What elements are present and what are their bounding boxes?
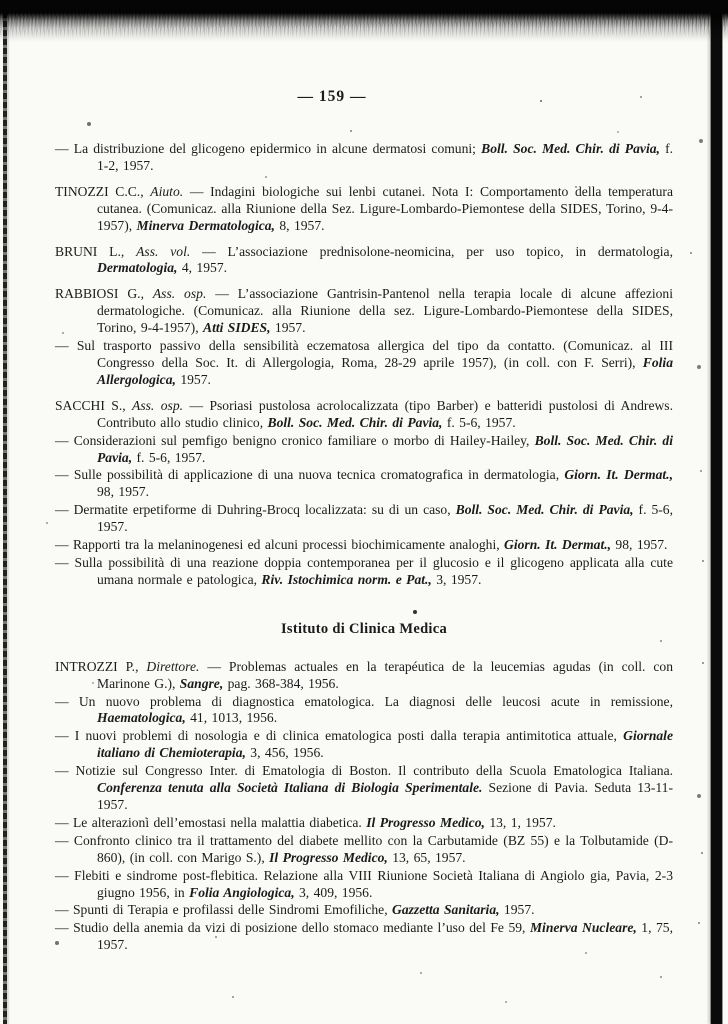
- journal-title: Boll. Soc. Med. Chir. di Pavia,: [455, 502, 634, 518]
- entry-text: — Un nuovo problema di diagnostica ematologica. La diagnosi delle leucosi acute in remissione,: [55, 693, 673, 709]
- journal-title: Atti SIDES,: [203, 320, 271, 336]
- bibliography-entry: [55, 555, 673, 589]
- entry-text: — Sul trasporto passivo della sensibilità eczematosa allergica del tipo da contatto. (Comunicaz. al III Congresso della Soc. It. di Allergologia, Roma, 28-29 aprile 1957), (in coll. con F. Serri),: [55, 338, 673, 370]
- journal-title: Minerva Dermatologica,: [136, 217, 275, 233]
- entry-text: — L’associazione Gantrisin-Pantenol nella terapia locale di alcune affezioni dermatologiche. (Comunicaz. alla Riunione della sez. Ligure-Lombardo-Piemontese della SIDES, Torino, 9-4-1957),: [97, 286, 674, 336]
- journal-title: Dermatologia,: [97, 260, 178, 276]
- bibliography-entry: [55, 433, 673, 467]
- journal-title: Folia Allergologica,: [97, 354, 673, 387]
- section-heading: Istituto di Clinica Medica: [280, 620, 448, 637]
- bibliography-entry: [55, 694, 673, 728]
- bibliography-entry: [55, 537, 673, 554]
- bibliography-entry: [55, 868, 673, 902]
- entry-text: pag. 368-384, 1956.: [223, 675, 339, 691]
- bibliography-entry: [55, 244, 673, 278]
- entry-text: — La distribuzione del glicogeno epidermico in alcune dermatosi comuni;: [55, 141, 482, 156]
- entry-text: f. 5-6, 1957.: [132, 449, 206, 465]
- role-title: Ass. vol.: [136, 243, 191, 259]
- entry-text: — Sulla possibilità di una reazione doppia contemporanea per il glucosio e il glicogeno applicata alla cute umana normale e patologica,: [55, 554, 673, 587]
- entry-text: — Flebiti e sindrome post-flebitica. Relazione alla VIII Riunione Società Italiana di Angiolo gia, Pavia, 2-3 giugno 1956, in: [55, 867, 673, 900]
- entry-text: — Spunti di Terapia e profilassi delle Sindromi Emofiliche,: [55, 902, 393, 918]
- entry-text: 98, 1957.: [97, 484, 149, 500]
- entry-text: — Sulle possibilità di applicazione di una nuova tecnica cromatografica in dermatologia,: [55, 467, 565, 483]
- bibliography-entry: [55, 763, 673, 814]
- entry-text: — Notizie sul Congresso Inter. di Ematologia di Boston. Il contributo della Scuola Ematologica Italiana.: [55, 763, 673, 779]
- bibliography-entry: [55, 920, 673, 954]
- entry-text: TINOZZI C.C.,: [55, 183, 151, 199]
- entry-text: f. 1-2, 1957.: [97, 141, 674, 173]
- entry-text: 1957.: [499, 902, 535, 918]
- bibliography-entry: [55, 659, 673, 693]
- entry-text: 8, 1957.: [274, 217, 325, 233]
- entry-text: 3, 1957.: [431, 571, 482, 587]
- journal-title: Il Progresso Medico,: [269, 849, 388, 865]
- entry-text: — L’associazione prednisolone-neomicina, per uso topico, in dermatologia,: [190, 243, 673, 259]
- bibliography-entry: [55, 833, 673, 867]
- entry-text: INTROZZI P.,: [55, 658, 147, 674]
- page-number: — 159 —: [297, 88, 367, 105]
- entry-text: 1, 75, 1957.: [97, 920, 674, 953]
- entry-text: 4, 1957.: [177, 260, 228, 276]
- scan-edge-right: [711, 0, 722, 1024]
- entry-text: 41, 1013, 1956.: [185, 710, 278, 726]
- journal-title: Boll. Soc. Med. Chir. di Pavia,: [267, 414, 443, 430]
- entry-text: — I nuovi problemi di nosologia e di clinica ematologica posti dalla terapia antimitotica attuale,: [55, 728, 624, 744]
- journal-title: Boll. Soc. Med. Chir. di Pavia,: [97, 432, 673, 465]
- entry-text: — Dermatite erpetiforme di Duhring-Brocq localizzata: su di un caso,: [55, 502, 456, 518]
- journal-title: Conferenza tenuta alla Società Italiana di Biologia Sperimentale.: [97, 780, 483, 796]
- entry-text: SACCHI S.,: [55, 397, 133, 413]
- entry-text: — Rapporti tra la melaninogenesi ed alcuni processi biochimicamente analoghi,: [55, 537, 505, 553]
- entry-text: — Problemas actuales en la terapéutica de la leucemias agudas (in coll. con Marinone G.),: [97, 658, 673, 691]
- bibliography-entry: [55, 338, 673, 389]
- scan-edge-top: [0, 0, 728, 42]
- role-title: Ass. osp.: [132, 397, 184, 413]
- role-title: Ass. osp.: [152, 286, 207, 302]
- entry-text: 1957.: [175, 371, 211, 387]
- bibliography-section: [55, 141, 673, 589]
- journal-title: Riv. Istochimica norm. e Pat.,: [261, 571, 432, 587]
- entry-text: 13, 1, 1957.: [484, 814, 556, 830]
- journal-title: Sangre,: [179, 675, 224, 691]
- entry-text: 3, 409, 1956.: [294, 884, 373, 900]
- bibliography-entry: [55, 286, 673, 337]
- bibliography-entry: [55, 728, 673, 762]
- journal-title: Gazzetta Sanitaria,: [392, 902, 500, 918]
- bibliography-section: [55, 621, 673, 954]
- journal-title: Giorn. It. Dermat.,: [564, 467, 673, 483]
- entry-text: 13, 65, 1957.: [387, 849, 466, 865]
- entry-text: f. 5-6, 1957.: [442, 414, 516, 430]
- bibliography-entry: [55, 902, 673, 919]
- entry-text: Sezione di Pavia. Seduta 13-11-1957.: [97, 780, 673, 812]
- entry-text: — Le alterazioni dell’emostasi nella malattia diabetica.: [55, 814, 367, 830]
- journal-title: Giorn. It. Dermat.,: [504, 537, 612, 553]
- entry-text: — Psoriasi pustolosa acrolocalizzata (tipo Barber) e batteridi pustolosi di Andrews. Contributo allo studio clinico,: [97, 397, 673, 430]
- entry-text: f. 5-6, 1957.: [97, 502, 673, 535]
- role-title: Aiuto.: [150, 183, 184, 199]
- bibliography-entry: [55, 815, 673, 832]
- scan-edge-left: [3, 12, 7, 1024]
- bibliography: [55, 141, 673, 954]
- entry-text: BRUNI L.,: [55, 243, 137, 259]
- bibliography-entry: [55, 184, 673, 235]
- journal-title: Folia Angiologica,: [189, 884, 295, 900]
- journal-title: Il Progresso Medico,: [366, 814, 485, 830]
- journal-title: Haematologica,: [97, 710, 186, 726]
- entry-text: — Confronto clinico tra il trattamento del diabete mellito con la Carbutamide (BZ 55) e la Tolbutamide (D-860), (in coll. con Marigo S.),: [55, 832, 673, 865]
- journal-title: Giornale italiano di Chemioterapia,: [97, 728, 673, 761]
- entry-text: 3, 456, 1956.: [245, 745, 324, 761]
- journal-title: Boll. Soc. Med. Chir. di Pavia,: [481, 141, 660, 156]
- entry-text: — Considerazioni sul pemfigo benigno cronico familiare o morbo di Hailey-Hailey,: [55, 432, 535, 448]
- entry-text: 1957.: [270, 320, 306, 336]
- bibliography-entry: [55, 467, 673, 501]
- entry-text: — Indagini biologiche sui lenbi cutanei. Nota I: Comportamento della temperatura cutanea. (Comunicaz. alla Riunione della Sez. Ligure-Lombardo-Piemontese della SIDES, Torino, 9-4-1957),: [97, 183, 673, 233]
- journal-title: Minerva Nucleare,: [529, 920, 637, 936]
- role-title: Direttore.: [146, 658, 200, 674]
- bibliography-entry: [55, 502, 673, 536]
- bibliography-entry: [55, 141, 673, 175]
- entry-text: RABBIOSI G.,: [55, 286, 153, 302]
- entry-text: 98, 1957.: [611, 537, 668, 553]
- entry-text: — Studio della anemia da vizi di posizione dello stomaco mediante l’uso del Fe 59,: [55, 920, 530, 936]
- page-content: [55, 88, 673, 954]
- bibliography-entry: [55, 398, 673, 432]
